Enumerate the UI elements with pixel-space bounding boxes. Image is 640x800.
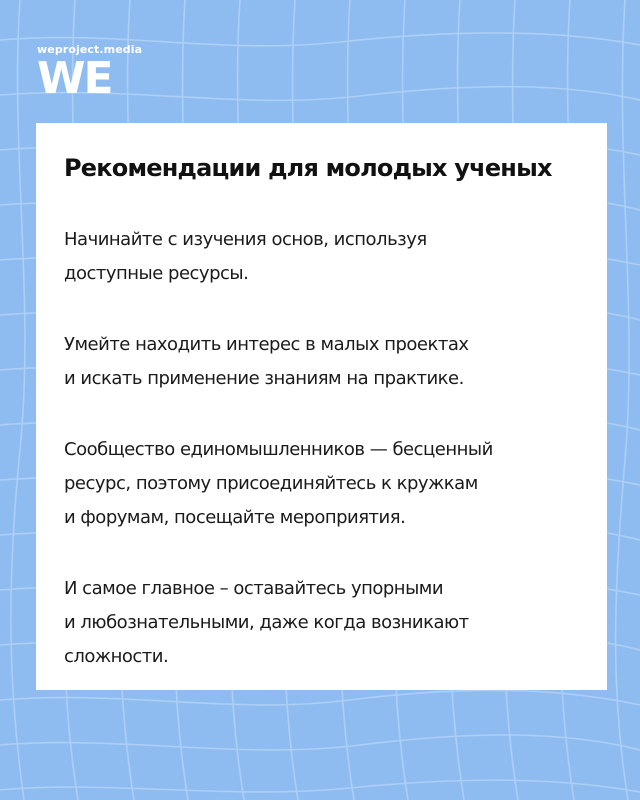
paragraph-line: и искать применение знаниям на практике.: [64, 368, 464, 389]
brand-logo: [37, 43, 143, 104]
card-title: Рекомендации для молодых ученых: [64, 154, 552, 182]
recommendations-list: [64, 223, 583, 674]
paragraph-line: сложности.: [64, 646, 169, 667]
paragraph-line: ресурс, поэтому присоединяйтесь к кружкам: [64, 473, 478, 494]
recommendation-paragraph: [64, 572, 583, 674]
brand-mark: WE: [37, 53, 112, 104]
paragraph-line: И самое главное – оставайтесь упорными: [64, 578, 444, 599]
paragraph-line: и любознательными, даже когда возникают: [64, 612, 469, 633]
recommendations-card: [36, 123, 607, 690]
paragraph-line: доступные ресурсы.: [64, 263, 249, 284]
paragraph-line: и форумам, посещайте мероприятия.: [64, 507, 406, 528]
brand-domain: weproject.media: [37, 43, 143, 56]
recommendation-paragraph: [64, 433, 583, 535]
recommendation-paragraph: [64, 328, 583, 396]
paragraph-line: Умейте находить интерес в малых проектах: [64, 334, 469, 355]
paragraph-line: Сообщество единомышленников — бесценный: [64, 439, 493, 460]
recommendation-paragraph: [64, 223, 583, 291]
paragraph-line: Начинайте с изучения основ, используя: [64, 229, 427, 250]
